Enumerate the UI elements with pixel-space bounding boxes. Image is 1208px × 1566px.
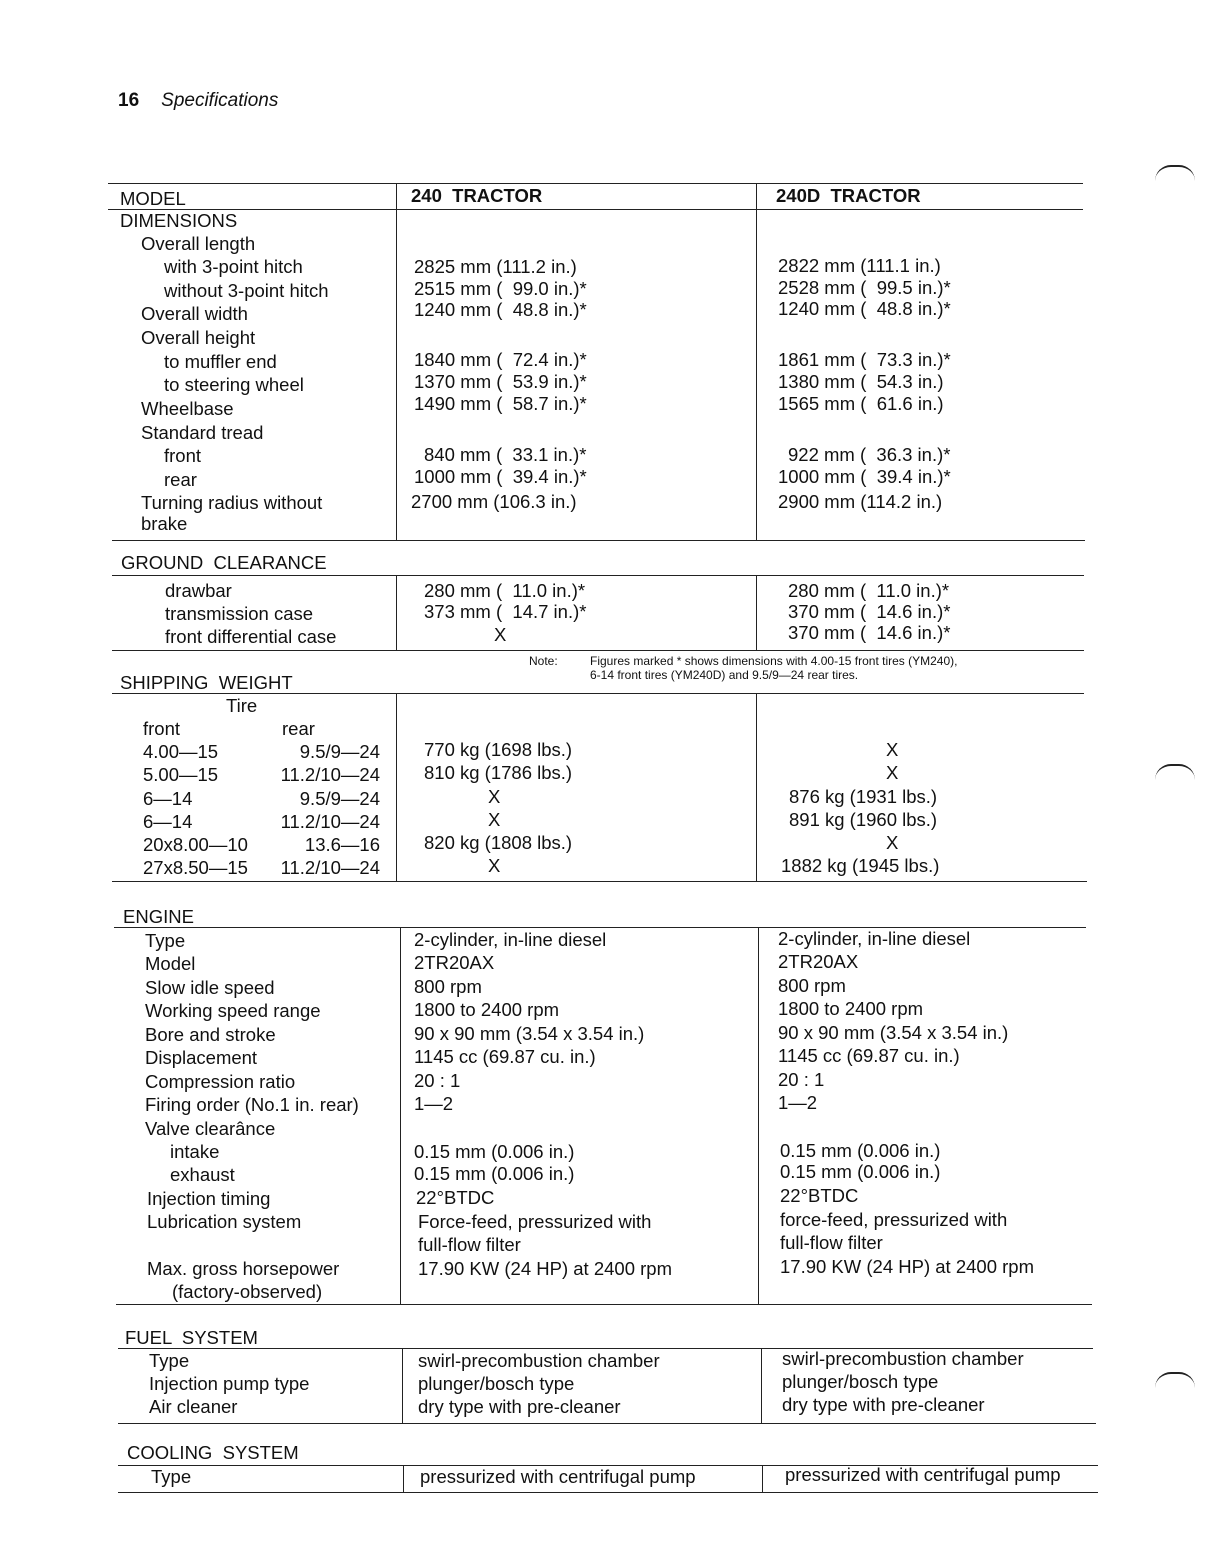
weight-240d: X bbox=[886, 832, 899, 853]
tire-label: Tire bbox=[226, 695, 258, 716]
value-240d: pressurized with centrifugal pump bbox=[785, 1464, 1061, 1485]
rule bbox=[112, 881, 1087, 882]
value-240d: 1000 mm ( 39.4 in.)* bbox=[778, 466, 951, 487]
label: Valve clearânce bbox=[145, 1118, 276, 1139]
weight-240d: 891 kg (1960 lbs.) bbox=[789, 809, 938, 830]
engine-label: Displacement bbox=[145, 1047, 258, 1068]
page-number: 16 bbox=[118, 90, 140, 111]
weight-240d: X bbox=[886, 762, 899, 783]
label: Overall length bbox=[141, 233, 256, 254]
ground-heading: GROUND CLEARANCE bbox=[121, 552, 327, 573]
weight-240d: 1882 kg (1945 lbs.) bbox=[781, 855, 940, 876]
value-240d: 922 mm ( 36.3 in.)* bbox=[788, 444, 951, 465]
note-label: Note: bbox=[529, 654, 558, 668]
col-divider bbox=[762, 1465, 763, 1492]
value-240: Force-feed, pressurized with bbox=[418, 1211, 652, 1232]
fuel-value-240d: dry type with pre-cleaner bbox=[782, 1394, 985, 1415]
engine-value-240d: 20 : 1 bbox=[778, 1069, 825, 1090]
rear-label: rear bbox=[282, 718, 315, 739]
col-divider bbox=[756, 693, 757, 881]
col-divider bbox=[756, 183, 757, 540]
label: with 3-point hitch bbox=[164, 256, 303, 277]
fuel-value-240d: swirl-precombustion chamber bbox=[782, 1348, 1024, 1369]
label: Max. gross horsepower bbox=[147, 1258, 340, 1279]
value-240: 17.90 KW (24 HP) at 2400 rpm bbox=[418, 1258, 672, 1279]
weight-240: 770 kg (1698 lbs.) bbox=[424, 739, 573, 760]
label: Injection timing bbox=[147, 1188, 271, 1209]
fuel-value-240: plunger/bosch type bbox=[418, 1373, 575, 1394]
engine-value-240d: 1800 to 2400 rpm bbox=[778, 998, 924, 1019]
rule bbox=[108, 183, 1083, 184]
tire-front: 27x8.50—15 bbox=[143, 857, 248, 878]
rule bbox=[112, 650, 1084, 651]
engine-value-240d: 2-cylinder, in-line diesel bbox=[778, 928, 971, 949]
tire-front: 4.00—15 bbox=[143, 741, 219, 762]
tractor-240d-header: 240D TRACTOR bbox=[776, 185, 921, 206]
label: Wheelbase bbox=[141, 398, 234, 419]
label: Standard tread bbox=[141, 422, 264, 443]
label: brake bbox=[141, 513, 188, 534]
weight-240: 820 kg (1808 lbs.) bbox=[424, 832, 573, 853]
value-240d: 0.15 mm (0.006 in.) bbox=[780, 1140, 941, 1161]
tire-front: 5.00—15 bbox=[143, 764, 219, 785]
value-240: 1840 mm ( 72.4 in.)* bbox=[414, 349, 587, 370]
note-text: 6-14 front tires (YM240D) and 9.5/9—24 rear tires. bbox=[590, 668, 859, 682]
engine-value-240: 1—2 bbox=[414, 1093, 454, 1114]
engine-label: Slow idle speed bbox=[145, 977, 275, 998]
tire-rear: 11.2/10—24 bbox=[280, 764, 380, 785]
value-240: 1240 mm ( 48.8 in.)* bbox=[414, 299, 587, 320]
binding-mark bbox=[1155, 165, 1195, 181]
tire-front: 6—14 bbox=[143, 811, 193, 832]
engine-label: Working speed range bbox=[145, 1000, 321, 1021]
tire-rear: 9.5/9—24 bbox=[299, 741, 380, 762]
engine-value-240: 1800 to 2400 rpm bbox=[414, 999, 560, 1020]
label: rear bbox=[164, 469, 197, 490]
binding-mark bbox=[1155, 1372, 1195, 1388]
engine-value-240: 90 x 90 mm (3.54 x 3.54 in.) bbox=[414, 1023, 645, 1044]
fuel-label: Injection pump type bbox=[149, 1373, 310, 1394]
rule bbox=[112, 693, 1084, 694]
value-240: 2825 mm (111.2 in.) bbox=[414, 256, 577, 277]
label: Overall height bbox=[141, 327, 256, 348]
value-240: 1490 mm ( 58.7 in.)* bbox=[414, 393, 587, 414]
fuel-label: Air cleaner bbox=[149, 1396, 238, 1417]
value-240: 2700 mm (106.3 in.) bbox=[411, 491, 577, 512]
label: without 3-point hitch bbox=[164, 280, 329, 301]
value-240: 22°BTDC bbox=[416, 1187, 495, 1208]
value-240: pressurized with centrifugal pump bbox=[420, 1466, 696, 1487]
value-240d: full-flow filter bbox=[780, 1232, 883, 1253]
cooling-heading: COOLING SYSTEM bbox=[127, 1442, 299, 1463]
value-240d: 1240 mm ( 48.8 in.)* bbox=[778, 298, 951, 319]
value-240: 840 mm ( 33.1 in.)* bbox=[424, 444, 587, 465]
rule bbox=[112, 575, 1084, 576]
value-240d: 370 mm ( 14.6 in.)* bbox=[788, 601, 951, 622]
label: front bbox=[164, 445, 202, 466]
weight-240d: 876 kg (1931 lbs.) bbox=[789, 786, 938, 807]
tire-front: 20x8.00—10 bbox=[143, 834, 248, 855]
engine-heading: ENGINE bbox=[123, 906, 194, 927]
binding-mark bbox=[1155, 764, 1195, 780]
weight-240: X bbox=[488, 809, 501, 830]
col-divider bbox=[400, 927, 401, 1304]
engine-value-240d: 90 x 90 mm (3.54 x 3.54 in.) bbox=[778, 1022, 1009, 1043]
col-divider bbox=[403, 1465, 404, 1492]
engine-value-240: 2-cylinder, in-line diesel bbox=[414, 929, 607, 950]
note-text: Figures marked * shows dimensions with 4.00-15 front tires (YM240), bbox=[590, 654, 958, 668]
value-240d: 1565 mm ( 61.6 in.) bbox=[778, 393, 944, 414]
tire-rear: 13.6—16 bbox=[304, 834, 380, 855]
tire-rear: 9.5/9—24 bbox=[299, 788, 380, 809]
value-240d: 22°BTDC bbox=[780, 1185, 859, 1206]
tire-rear: 11.2/10—24 bbox=[280, 857, 380, 878]
col-divider bbox=[756, 575, 757, 650]
label: Turning radius without bbox=[141, 492, 323, 513]
label: Lubrication system bbox=[147, 1211, 302, 1232]
weight-240d: X bbox=[886, 739, 899, 760]
label: Type bbox=[151, 1466, 192, 1487]
engine-value-240d: 2TR20AX bbox=[778, 951, 859, 972]
col-divider bbox=[402, 1348, 403, 1423]
value-240: 0.15 mm (0.006 in.) bbox=[414, 1163, 575, 1184]
dimensions-heading: DIMENSIONS bbox=[120, 210, 238, 231]
fuel-heading: FUEL SYSTEM bbox=[125, 1327, 258, 1348]
value-240d: 1380 mm ( 54.3 in.) bbox=[778, 371, 944, 392]
label: to muffler end bbox=[164, 351, 277, 372]
rule bbox=[118, 1492, 1098, 1493]
value-240: 1000 mm ( 39.4 in.)* bbox=[414, 466, 587, 487]
label: transmission case bbox=[165, 603, 314, 624]
engine-value-240d: 800 rpm bbox=[778, 975, 846, 996]
col-divider bbox=[396, 693, 397, 881]
engine-value-240d: 1145 cc (69.87 cu. in.) bbox=[778, 1045, 960, 1066]
fuel-label: Type bbox=[149, 1350, 190, 1371]
rule bbox=[118, 1423, 1096, 1424]
engine-label: Firing order (No.1 in. rear) bbox=[145, 1094, 359, 1115]
fuel-value-240d: plunger/bosch type bbox=[782, 1371, 939, 1392]
col-divider bbox=[758, 927, 759, 1304]
value-240: X bbox=[494, 624, 507, 645]
col-divider bbox=[396, 183, 397, 540]
label: front differential case bbox=[165, 626, 337, 647]
value-240: 2515 mm ( 99.0 in.)* bbox=[414, 278, 587, 299]
engine-value-240d: 1—2 bbox=[778, 1092, 818, 1113]
engine-value-240: 1145 cc (69.87 cu. in.) bbox=[414, 1046, 596, 1067]
value-240d: 17.90 KW (24 HP) at 2400 rpm bbox=[780, 1256, 1034, 1277]
label: drawbar bbox=[165, 580, 232, 601]
label: Overall width bbox=[141, 303, 248, 324]
value-240d: 280 mm ( 11.0 in.)* bbox=[788, 580, 950, 601]
shipping-heading: SHIPPING WEIGHT bbox=[120, 672, 293, 693]
fuel-value-240: dry type with pre-cleaner bbox=[418, 1396, 621, 1417]
value-240d: 2900 mm (114.2 in.) bbox=[778, 491, 943, 512]
tire-front: 6—14 bbox=[143, 788, 193, 809]
value-240d: 2528 mm ( 99.5 in.)* bbox=[778, 277, 951, 298]
label: (factory-observed) bbox=[172, 1281, 323, 1302]
weight-240: X bbox=[488, 855, 501, 876]
weight-240: X bbox=[488, 786, 501, 807]
value-240d: force-feed, pressurized with bbox=[780, 1209, 1008, 1230]
label: intake bbox=[170, 1141, 220, 1162]
front-label: front bbox=[143, 718, 181, 739]
engine-label: Bore and stroke bbox=[145, 1024, 276, 1045]
fuel-value-240: swirl-precombustion chamber bbox=[418, 1350, 660, 1371]
engine-label: Type bbox=[145, 930, 186, 951]
value-240d: 1861 mm ( 73.3 in.)* bbox=[778, 349, 951, 370]
engine-value-240: 800 rpm bbox=[414, 976, 482, 997]
engine-value-240: 20 : 1 bbox=[414, 1070, 461, 1091]
rule bbox=[112, 540, 1085, 541]
label: exhaust bbox=[170, 1164, 235, 1185]
value-240d: 2822 mm (111.1 in.) bbox=[778, 255, 941, 276]
value-240: 280 mm ( 11.0 in.)* bbox=[424, 580, 586, 601]
value-240: 1370 mm ( 53.9 in.)* bbox=[414, 371, 587, 392]
col-divider bbox=[761, 1348, 762, 1423]
col-divider bbox=[396, 575, 397, 650]
rule bbox=[108, 209, 1083, 210]
tire-rear: 11.2/10—24 bbox=[280, 811, 380, 832]
model-header: MODEL bbox=[120, 188, 186, 209]
page-title: Specifications bbox=[161, 90, 279, 111]
engine-label: Model bbox=[145, 953, 196, 974]
engine-value-240: 2TR20AX bbox=[414, 952, 495, 973]
value-240: 373 mm ( 14.7 in.)* bbox=[424, 601, 587, 622]
value-240d: 0.15 mm (0.006 in.) bbox=[780, 1161, 941, 1182]
value-240: full-flow filter bbox=[418, 1234, 521, 1255]
value-240: 0.15 mm (0.006 in.) bbox=[414, 1141, 575, 1162]
value-240d: 370 mm ( 14.6 in.)* bbox=[788, 622, 951, 643]
label: to steering wheel bbox=[164, 374, 304, 395]
engine-label: Compression ratio bbox=[145, 1071, 296, 1092]
tractor-240-header: 240 TRACTOR bbox=[411, 185, 543, 206]
page-header bbox=[118, 90, 278, 112]
rule bbox=[116, 1304, 1092, 1305]
weight-240: 810 kg (1786 lbs.) bbox=[424, 762, 573, 783]
